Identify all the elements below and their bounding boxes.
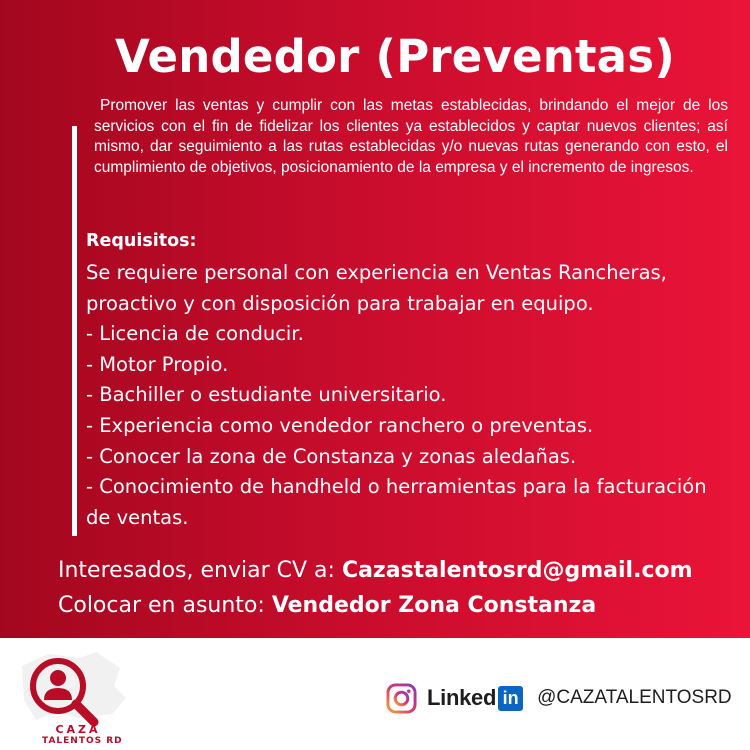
logo-word-talentos: TALENTOS RD xyxy=(42,736,123,746)
social-handle[interactable]: @CAZATALENTOSRD xyxy=(537,687,732,708)
brand-logo xyxy=(18,646,148,750)
instagram-icon[interactable] xyxy=(386,683,417,714)
linkedin-wordmark: Linked xyxy=(427,685,497,710)
cv-label: Interesados, enviar CV a: xyxy=(58,558,342,583)
requirements-heading: Requisitos: xyxy=(86,231,197,251)
job-description: Promover las ventas y cumplir con las metas establecidas, brindando el mejor de los servicios con el fin de fidelizar los clientes ya establecidos y captar nuevos clientes; así mismo, dar seguimiento a las rutas establecidas y/o nuevas rutas generando con esto, el cumplimiento de objetivos, posicionamiento de la empresa y el incremento de ingresos. xyxy=(94,97,728,176)
contact-email-link[interactable]: Cazastalentosrd@gmail.com xyxy=(341,558,693,583)
requirement-line: - Conocer la zona de Constanza y zonas aledañas. xyxy=(86,444,577,468)
requirements-list xyxy=(86,258,736,533)
cv-instructions xyxy=(58,558,750,583)
social-links xyxy=(386,680,732,716)
logo-word-caza: CAZA xyxy=(55,723,101,736)
requirement-line: proactivo y con disposición para trabajar en equipo. xyxy=(86,291,594,315)
footer xyxy=(0,638,750,750)
requirement-line: de ventas. xyxy=(86,505,189,529)
requirement-line: - Motor Propio. xyxy=(86,352,229,376)
page-title: Vendedor (Preventas) xyxy=(114,30,676,83)
subject-instructions xyxy=(58,593,750,618)
subject-label: Colocar en asunto: xyxy=(58,593,272,618)
linkedin-icon[interactable]: in xyxy=(498,686,523,711)
requirement-line: - Conocimiento de handheld o herramientas para la facturación xyxy=(86,475,707,499)
requirement-line: Se requiere personal con experiencia en Ventas Rancheras, xyxy=(86,261,667,284)
requirement-line: - Bachiller o estudiante universitario. xyxy=(86,383,447,407)
requirement-line: - Licencia de conducir. xyxy=(86,322,304,346)
requirement-line: - Experiencia como vendedor ranchero o preventas. xyxy=(86,413,594,437)
decorative-bar xyxy=(72,126,77,536)
subject-value: Vendedor Zona Constanza xyxy=(271,593,597,618)
